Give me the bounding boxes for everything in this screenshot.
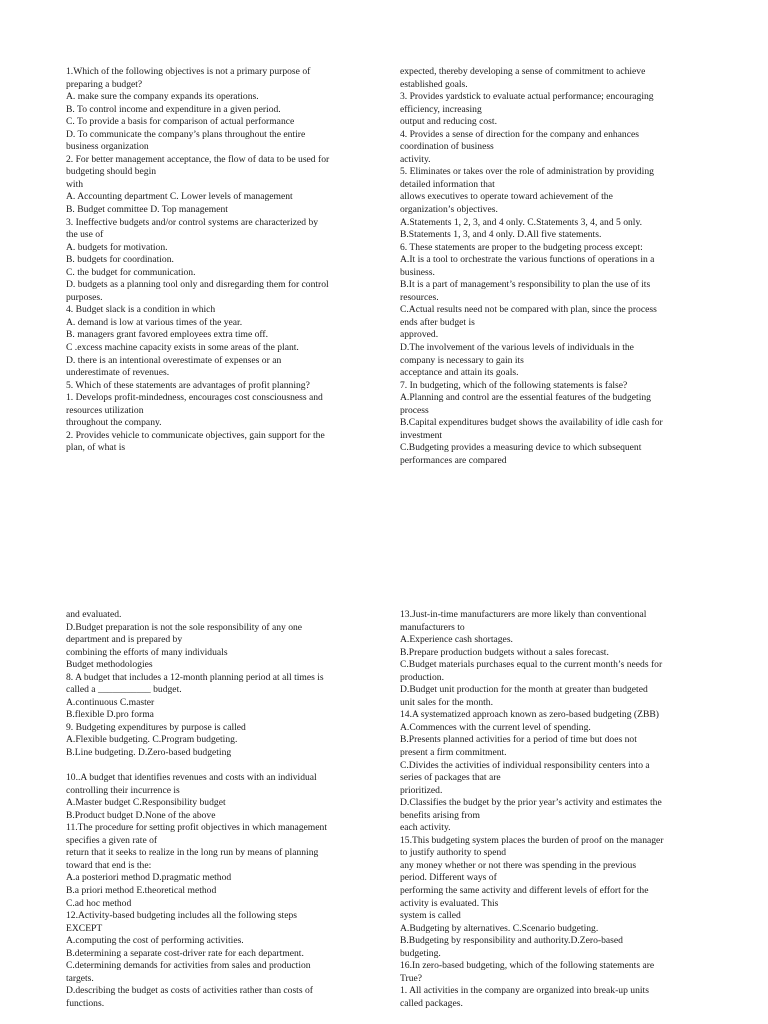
- text-line: performances are compared: [400, 454, 507, 466]
- text-line: throughout the company.: [66, 417, 162, 429]
- text-line: production.: [400, 671, 444, 683]
- text-line: A. demand is low at various times of the year.: [66, 316, 243, 328]
- text-line: business.: [400, 266, 435, 278]
- text-line: 12.Activity-based budgeting includes all the following steps: [66, 910, 298, 922]
- text-line: A.a posteriori method D.pragmatic method: [66, 872, 232, 884]
- text-line: A.Budgeting by alternatives. C.Scenario budgeting.: [400, 922, 599, 934]
- text-line: allows executives to operate toward achievement of the: [400, 191, 613, 203]
- text-line: 10..A budget that identifies revenues and costs with an individual: [66, 772, 317, 784]
- text-line: period. Different ways of: [400, 872, 497, 884]
- text-line: ends after budget is: [400, 316, 475, 328]
- text-line: expected, thereby developing a sense of commitment to achieve: [400, 66, 646, 77]
- text-line: 15.This budgeting system places the burden of proof on the manager: [400, 834, 664, 846]
- text-line: C.Actual results need not be compared with plan, since the process: [400, 304, 657, 316]
- text-line: B.Capital expenditures budget shows the availability of idle cash for: [400, 417, 663, 429]
- text-line: toward that end is the:: [66, 859, 152, 871]
- text-line: C.ad hoc method: [66, 897, 132, 909]
- text-line: 2. For better management acceptance, the flow of data to be used for: [66, 153, 330, 165]
- text-line: 3. Provides yardstick to evaluate actual performance; encouraging: [400, 91, 654, 103]
- text-line: 1. All activities in the company are organized into break-up units: [400, 985, 649, 997]
- text-line: D.The involvement of the various levels of individuals in the: [400, 342, 634, 354]
- text-line: budgeting should begin: [66, 166, 157, 178]
- text-line: functions.: [66, 997, 105, 1009]
- text-line: C.Budgeting provides a measuring device to which subsequent: [400, 442, 642, 454]
- text-line: 4. Budget slack is a condition in which: [66, 304, 216, 316]
- text-line: A.Master budget C.Responsibility budget: [66, 797, 226, 809]
- text-line: 3. Ineffective budgets and/or control systems are characterized by: [66, 216, 319, 228]
- text-line: called a ___________ budget.: [66, 684, 182, 696]
- text-line: the use of: [66, 229, 104, 241]
- text-line: C.determining demands for activities from sales and production: [66, 960, 311, 972]
- text-line: C. To provide a basis for comparison of actual performance: [66, 116, 295, 128]
- text-line: preparing a budget?: [66, 78, 143, 90]
- text-line: purposes.: [66, 291, 103, 303]
- text-line: combining the efforts of many individuals: [66, 646, 228, 658]
- text-line: D. budgets as a planning tool only and disregarding them for control: [66, 279, 329, 291]
- text-line: A.Planning and control are the essential features of the budgeting: [400, 392, 651, 404]
- text-line: A.continuous C.master: [66, 696, 155, 708]
- text-line: A. Accounting department C. Lower levels of management: [66, 191, 293, 203]
- text-line: 13.Just-in-time manufacturers are more likely than conventional: [400, 609, 647, 620]
- text-line: controlling their incurrence is: [66, 784, 180, 796]
- text-line: B.Statements 1, 3, and 4 only. D.All five statements.: [400, 229, 602, 241]
- text-line: 1. Develops profit-mindedness, encourages cost consciousness and: [66, 392, 323, 404]
- text-line: D.describing the budget as costs of activities rather than costs of: [66, 985, 313, 997]
- text-line: B.It is a part of management’s responsibility to plan the use of its: [400, 279, 651, 291]
- text-line: any money whether or not there was spending in the previous: [400, 859, 637, 871]
- text-line: targets.: [66, 972, 94, 984]
- text-line: B.Prepare production budgets without a sales forecast.: [400, 646, 609, 658]
- text-line: unit sales for the month.: [400, 696, 493, 708]
- text-line: C .excess machine capacity exists in some areas of the plant.: [66, 342, 299, 354]
- text-line: approved.: [400, 329, 439, 341]
- text-line: B.Line budgeting. D.Zero-based budgeting: [66, 747, 232, 759]
- text-line: B.flexible D.pro forma: [66, 709, 154, 721]
- text-line: output and reducing cost.: [400, 116, 497, 128]
- text-line: 4. Provides a sense of direction for the company and enhances: [400, 128, 639, 140]
- text-line: D.Budget unit production for the month at greater than budgeted: [400, 684, 648, 696]
- text-line: A.Commences with the current level of spending.: [400, 721, 591, 733]
- text-line: activity is evaluated. This: [400, 897, 499, 909]
- text-line: B.Product budget D.None of the above: [66, 809, 216, 821]
- text-line: plan, of what is: [66, 442, 126, 454]
- text-line: A.Experience cash shortages.: [400, 634, 513, 646]
- text-line: budgeting.: [400, 947, 441, 959]
- text-line: underestimate of revenues.: [66, 367, 170, 379]
- text-line: 6. These statements are proper to the budgeting process except:: [400, 241, 643, 253]
- bottom-right-column: [400, 609, 710, 1011]
- text-line: system is called: [400, 910, 461, 922]
- text-line: process: [400, 404, 429, 416]
- text-line: to justify authority to spend: [400, 847, 507, 859]
- text-line: C.Budget materials purchases equal to the current month’s needs for: [400, 659, 663, 671]
- text-line: 8. A budget that includes a 12-month planning period at all times is: [66, 671, 324, 683]
- text-line: investment: [400, 429, 443, 441]
- text-line: D. To communicate the company’s plans throughout the entire: [66, 128, 306, 140]
- text-line: company is necessary to gain its: [400, 354, 524, 366]
- text-line: 16.In zero-based budgeting, which of the following statements are: [400, 960, 655, 972]
- text-line: department and is prepared by: [66, 634, 183, 646]
- text-line: B. managers grant favored employees extra time off.: [66, 329, 269, 341]
- text-line: B.Presents planned activities for a period of time but does not: [400, 734, 637, 746]
- top-right-column: [400, 66, 710, 468]
- text-line: B.Budgeting by responsibility and authority.D.Zero-based: [400, 935, 623, 947]
- text-line: D.Budget preparation is not the sole responsibility of any one: [66, 621, 303, 633]
- text-line: 1.Which of the following objectives is not a primary purpose of: [66, 66, 311, 77]
- text-line: A. make sure the company expands its operations.: [66, 91, 259, 103]
- text-line: benefits arising from: [400, 809, 480, 821]
- text-line: and evaluated.: [66, 609, 122, 620]
- text-line: organization’s objectives.: [400, 204, 498, 216]
- text-line: called packages.: [400, 997, 463, 1009]
- text-line: prioritized.: [400, 784, 443, 796]
- text-line: D. there is an intentional overestimate of expenses or an: [66, 354, 282, 366]
- text-line: manufacturers to: [400, 621, 465, 633]
- text-line: each activity.: [400, 822, 451, 834]
- text-line: resources.: [400, 291, 439, 303]
- text-line: 9. Budgeting expenditures by purpose is called: [66, 721, 246, 733]
- text-line: A.computing the cost of performing activities.: [66, 935, 244, 947]
- text-line: 14.A systematized approach known as zero-based budgeting (ZBB): [400, 709, 659, 721]
- text-line: C.Divides the activities of individual responsibility centers into a: [400, 759, 650, 771]
- text-line: 7. In budgeting, which of the following statements is false?: [400, 379, 628, 391]
- bottom-left-column: [66, 609, 376, 1011]
- text-line: B.determining a separate cost-driver rate for each department.: [66, 947, 304, 959]
- text-line: B. budgets for coordination.: [66, 254, 174, 266]
- text-line: with: [66, 178, 84, 190]
- text-line: B. To control income and expenditure in a given period.: [66, 103, 281, 115]
- text-line: B.a priori method E.theoretical method: [66, 885, 217, 897]
- text-line: return that it seeks to realize in the long run by means of planning: [66, 847, 319, 859]
- text-line: specifies a given rate of: [66, 834, 158, 846]
- text-line: performing the same activity and different levels of effort for the: [400, 885, 649, 897]
- text-line: B. Budget committee D. Top management: [66, 204, 228, 216]
- text-line: established goals.: [400, 78, 468, 90]
- text-line: A. budgets for motivation.: [66, 241, 168, 253]
- text-line: D.Classifies the budget by the prior year’s activity and estimates the: [400, 797, 662, 809]
- text-line: EXCEPT: [66, 922, 103, 934]
- text-line: A.Statements 1, 2, 3, and 4 only. C.Statements 3, 4, and 5 only.: [400, 216, 643, 228]
- text-line: acceptance and attain its goals.: [400, 367, 519, 379]
- text-line: True?: [400, 972, 423, 984]
- text-line: A.Flexible budgeting. C.Program budgeting.: [66, 734, 238, 746]
- text-line: detailed information that: [400, 178, 495, 190]
- text-line: 2. Provides vehicle to communicate objectives, gain support for the: [66, 429, 325, 441]
- text-line: [66, 760, 376, 773]
- text-line: 5. Eliminates or takes over the role of administration by providing: [400, 166, 654, 178]
- text-line: business organization: [66, 141, 149, 153]
- text-line: Budget methodologies: [66, 659, 153, 671]
- text-line: A.It is a tool to orchestrate the various functions of operations in a: [400, 254, 655, 266]
- text-line: coordination of business: [400, 141, 494, 153]
- text-line: series of packages that are: [400, 772, 501, 784]
- text-line: 5. Which of these statements are advantages of profit planning?: [66, 379, 310, 391]
- top-left-column: [66, 66, 376, 455]
- text-line: 11.The procedure for setting profit objectives in which management: [66, 822, 327, 834]
- text-line: efficiency, increasing: [400, 103, 482, 115]
- text-line: present a firm commitment.: [400, 747, 507, 759]
- text-line: resources utilization: [66, 404, 144, 416]
- text-line: activity.: [400, 153, 431, 165]
- text-line: C. the budget for communication.: [66, 266, 196, 278]
